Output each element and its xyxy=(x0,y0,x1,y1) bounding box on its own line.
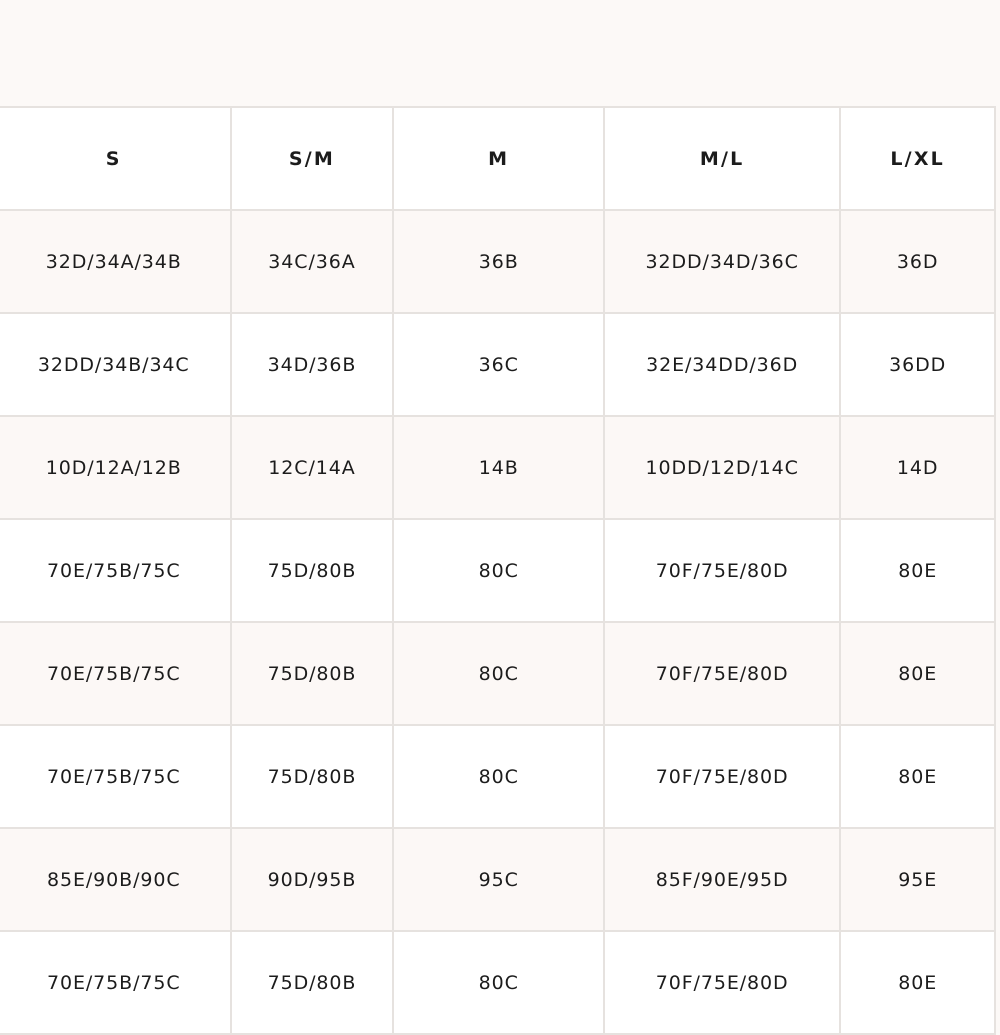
table-cell: 80E xyxy=(840,622,995,725)
table-row xyxy=(0,313,995,416)
table-cell: 14B xyxy=(393,416,604,519)
column-header-m-l: M/L xyxy=(604,107,840,210)
table-cell: 85E/90B/90C xyxy=(0,828,231,931)
table-cell: 10D/12A/12B xyxy=(0,416,231,519)
table-cell: 75D/80B xyxy=(231,931,394,1034)
size-chart-table xyxy=(0,106,996,1035)
table-cell: 36C xyxy=(393,313,604,416)
table-cell: 75D/80B xyxy=(231,622,394,725)
table-cell: 80E xyxy=(840,931,995,1034)
table-cell: 70F/75E/80D xyxy=(604,519,840,622)
table-cell: 80C xyxy=(393,622,604,725)
table-cell: 36D xyxy=(840,210,995,313)
table-cell: 70E/75B/75C xyxy=(0,622,231,725)
table-cell: 36B xyxy=(393,210,604,313)
table-cell: 80C xyxy=(393,931,604,1034)
table-cell: 12C/14A xyxy=(231,416,394,519)
table-cell: 32DD/34B/34C xyxy=(0,313,231,416)
table-cell: 10DD/12D/14C xyxy=(604,416,840,519)
table-row xyxy=(0,519,995,622)
table-row xyxy=(0,725,995,828)
table-cell: 95C xyxy=(393,828,604,931)
table-cell: 34C/36A xyxy=(231,210,394,313)
table-cell: 32D/34A/34B xyxy=(0,210,231,313)
table-row xyxy=(0,416,995,519)
table-cell: 70E/75B/75C xyxy=(0,519,231,622)
table-cell: 90D/95B xyxy=(231,828,394,931)
table-cell: 32E/34DD/36D xyxy=(604,313,840,416)
table-row xyxy=(0,622,995,725)
table-cell: 70E/75B/75C xyxy=(0,725,231,828)
table-cell: 34D/36B xyxy=(231,313,394,416)
column-header-l-xl: L/XL xyxy=(840,107,995,210)
table-row xyxy=(0,828,995,931)
column-header-s: S xyxy=(0,107,231,210)
table-cell: 80E xyxy=(840,519,995,622)
table-row xyxy=(0,210,995,313)
table-row xyxy=(0,931,995,1034)
table-cell: 75D/80B xyxy=(231,725,394,828)
table-cell: 95E xyxy=(840,828,995,931)
table-cell: 75D/80B xyxy=(231,519,394,622)
table-cell: 80E xyxy=(840,725,995,828)
column-header-m: M xyxy=(393,107,604,210)
header-band xyxy=(0,0,1000,106)
table-cell: 32DD/34D/36C xyxy=(604,210,840,313)
column-header-s-m: S/M xyxy=(231,107,394,210)
table-cell: 80C xyxy=(393,519,604,622)
table-cell: 80C xyxy=(393,725,604,828)
table-cell: 70E/75B/75C xyxy=(0,931,231,1034)
table-cell: 70F/75E/80D xyxy=(604,622,840,725)
table-cell: 70F/75E/80D xyxy=(604,931,840,1034)
table-cell: 36DD xyxy=(840,313,995,416)
table-cell: 70F/75E/80D xyxy=(604,725,840,828)
table-cell: 14D xyxy=(840,416,995,519)
table-cell: 85F/90E/95D xyxy=(604,828,840,931)
table-header-row xyxy=(0,107,995,210)
